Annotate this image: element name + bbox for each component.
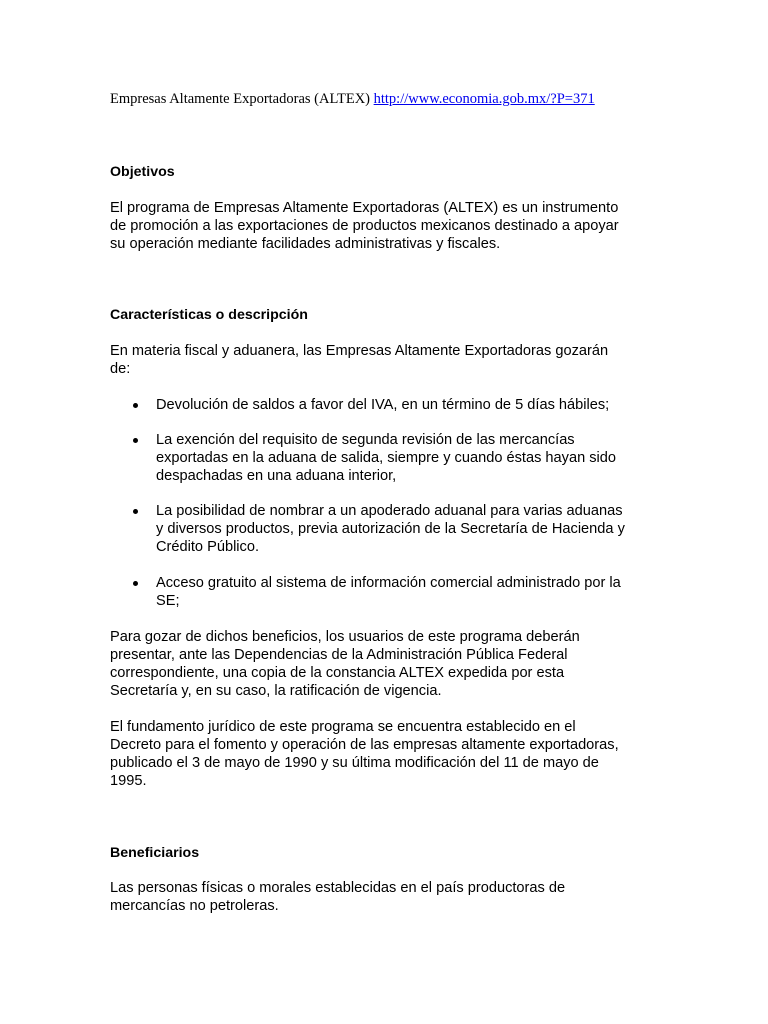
bullet-icon (133, 581, 138, 586)
list-item-line: despachadas en una aduana interior, (156, 468, 397, 484)
paragraph-line: 1995. (110, 773, 147, 789)
paragraph-line: publicado el 3 de mayo de 1990 y su última modificación del 11 de mayo de (110, 755, 599, 771)
list-item-text (156, 574, 666, 610)
document-title-line (110, 91, 595, 108)
bullet-icon (133, 438, 138, 443)
paragraph-line: Las personas físicas o morales establecidas en el país productoras de (110, 880, 566, 896)
paragraph-line: Secretaría y, en su caso, la ratificación de vigencia. (110, 683, 442, 699)
paragraph-line: de: (110, 361, 131, 377)
paragraph-line: presentar, ante las Dependencias de la Administración Pública Federal (110, 647, 568, 663)
caracteristicas-intro (110, 342, 660, 378)
list-item-line: SE; (156, 593, 180, 609)
heading-beneficiarios: Beneficiarios (110, 845, 200, 861)
heading-objetivos: Objetivos (110, 164, 175, 180)
list-item-line: exportadas en la aduana de salida, siempre y cuando éstas hayan sido (156, 450, 617, 466)
list-item-line: Acceso gratuito al sistema de información comercial administrado por la (156, 575, 621, 591)
paragraph-line: de promoción a las exportaciones de productos mexicanos destinado a apoyar (110, 218, 619, 234)
paragraph-line: su operación mediante facilidades administrativas y fiscales. (110, 236, 501, 252)
fundamento-paragraph (110, 718, 660, 790)
list-item-line: La exención del requisito de segunda revisión de las mercancías (156, 432, 575, 448)
economia-link[interactable]: http://www.economia.gob.mx/?P=371 (373, 91, 595, 107)
paragraph-line: correspondiente, una copia de la constancia ALTEX expedida por esta (110, 665, 565, 681)
paragraph-line: En materia fiscal y aduanera, las Empresas Altamente Exportadoras gozarán (110, 343, 609, 359)
list-item-line: y diversos productos, previa autorización de la Secretaría de Hacienda y (156, 521, 625, 537)
list-item-line: La posibilidad de nombrar a un apoderado aduanal para varias aduanas (156, 503, 623, 519)
list-item-text (156, 502, 666, 556)
list-item-line: Devolución de saldos a favor del IVA, en un término de 5 días hábiles; (156, 397, 610, 413)
list-item-line: Crédito Público. (156, 539, 260, 555)
beneficios-paragraph (110, 628, 660, 700)
objetivos-paragraph (110, 199, 660, 253)
paragraph-line: Para gozar de dichos beneficios, los usuarios de este programa deberán (110, 629, 580, 645)
bullet-icon (133, 403, 138, 408)
beneficiarios-paragraph (110, 879, 660, 915)
paragraph-line: Decreto para el fomento y operación de las empresas altamente exportadoras, (110, 737, 619, 753)
paragraph-line: El fundamento jurídico de este programa se encuentra establecido en el (110, 719, 576, 735)
list-item-text (156, 396, 666, 414)
paragraph-line: mercancías no petroleras. (110, 898, 279, 914)
heading-caracteristicas: Características o descripción (110, 307, 308, 323)
list-item-text (156, 431, 666, 485)
document-title: Empresas Altamente Exportadoras (ALTEX) (110, 91, 370, 107)
bullet-icon (133, 509, 138, 514)
paragraph-line: El programa de Empresas Altamente Exportadoras (ALTEX) es un instrumento (110, 200, 619, 216)
